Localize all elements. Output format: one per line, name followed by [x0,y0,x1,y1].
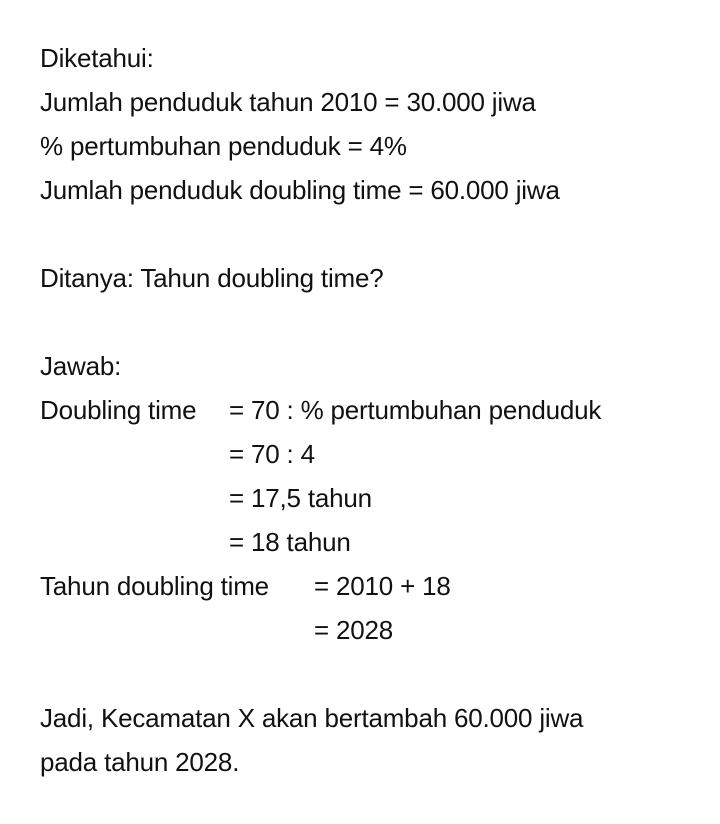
known-growth-rate: % pertumbuhan penduduk = 4% [40,131,407,161]
doubling-time-step-2: = 17,5 tahun [229,483,372,513]
year-result: = 2028 [314,615,394,645]
known-heading: Diketahui: [40,43,154,73]
answer-heading: Jawab: [40,351,122,381]
doubling-time-step-3: = 18 tahun [229,527,351,557]
doubling-time-step-1: = 70 : 4 [229,439,315,469]
year-label: Tahun doubling time [40,571,269,601]
doubling-time-formula: = 70 : % pertumbuhan penduduk [229,395,602,425]
known-doubling-population: Jumlah penduduk doubling time = 60.000 jiwa [40,175,560,205]
doubling-time-label: Doubling time [40,395,197,425]
conclusion-line-2: pada tahun 2028. [40,747,240,777]
known-population-2010: Jumlah penduduk tahun 2010 = 30.000 jiwa [40,87,536,117]
year-formula: = 2010 + 18 [314,571,451,601]
question-text: Ditanya: Tahun doubling time? [40,263,384,293]
conclusion-line-1: Jadi, Kecamatan X akan bertambah 60.000 jiwa [40,703,584,733]
